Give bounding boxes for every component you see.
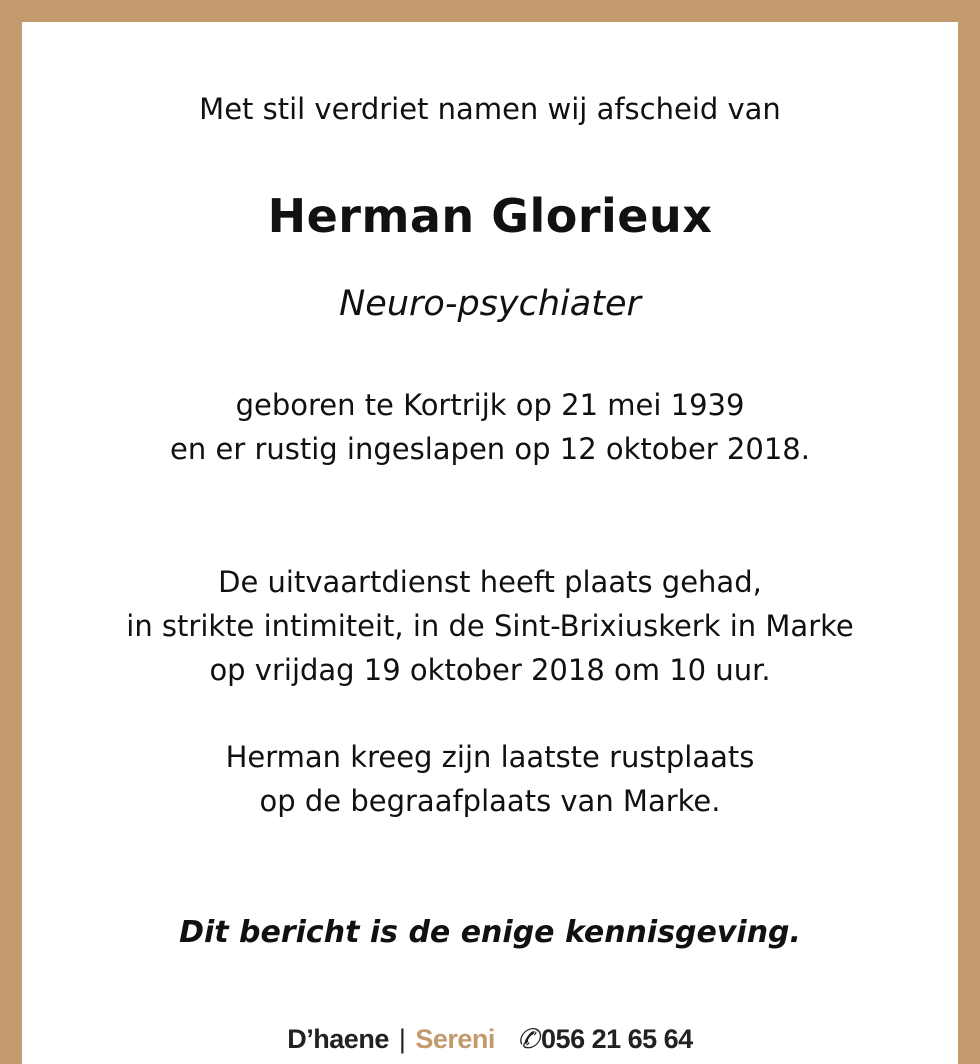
phone-number: 056 21 65 64: [541, 1024, 693, 1054]
phone-icon: ✆: [516, 1024, 540, 1054]
closing-notice: Dit bericht is de enige kennisgeving.: [179, 915, 801, 950]
funeral-home-footer: [0, 1024, 980, 1055]
brand-sereni: Sereni: [415, 1024, 495, 1054]
deceased-name: Herman Glorieux: [267, 189, 713, 243]
profession: Neuro-psychiater: [339, 284, 641, 324]
service-line: in strikte intimiteit, in de Sint-Brixiuskerk in Marke: [126, 609, 854, 643]
service-line: op vrijdag 19 oktober 2018 om 10 uur.: [209, 653, 771, 687]
burial-line: Herman kreeg zijn laatste rustplaats: [225, 740, 755, 774]
death-line: en er rustig ingeslapen op 12 oktober 2018.: [170, 432, 810, 466]
service-block: [0, 560, 980, 692]
intro-text: Met stil verdriet namen wij afscheid van: [199, 92, 781, 126]
dates-block: [0, 383, 980, 471]
burial-block: [0, 735, 980, 823]
service-line: De uitvaartdienst heeft plaats gehad,: [218, 565, 762, 599]
brand-separator: |: [398, 1024, 406, 1054]
birth-line: geboren te Kortrijk op 21 mei 1939: [235, 388, 745, 422]
notice-card: [22, 22, 958, 1064]
brand-dhaene: D’haene: [287, 1024, 389, 1054]
burial-line: op de begraafplaats van Marke.: [259, 784, 721, 818]
